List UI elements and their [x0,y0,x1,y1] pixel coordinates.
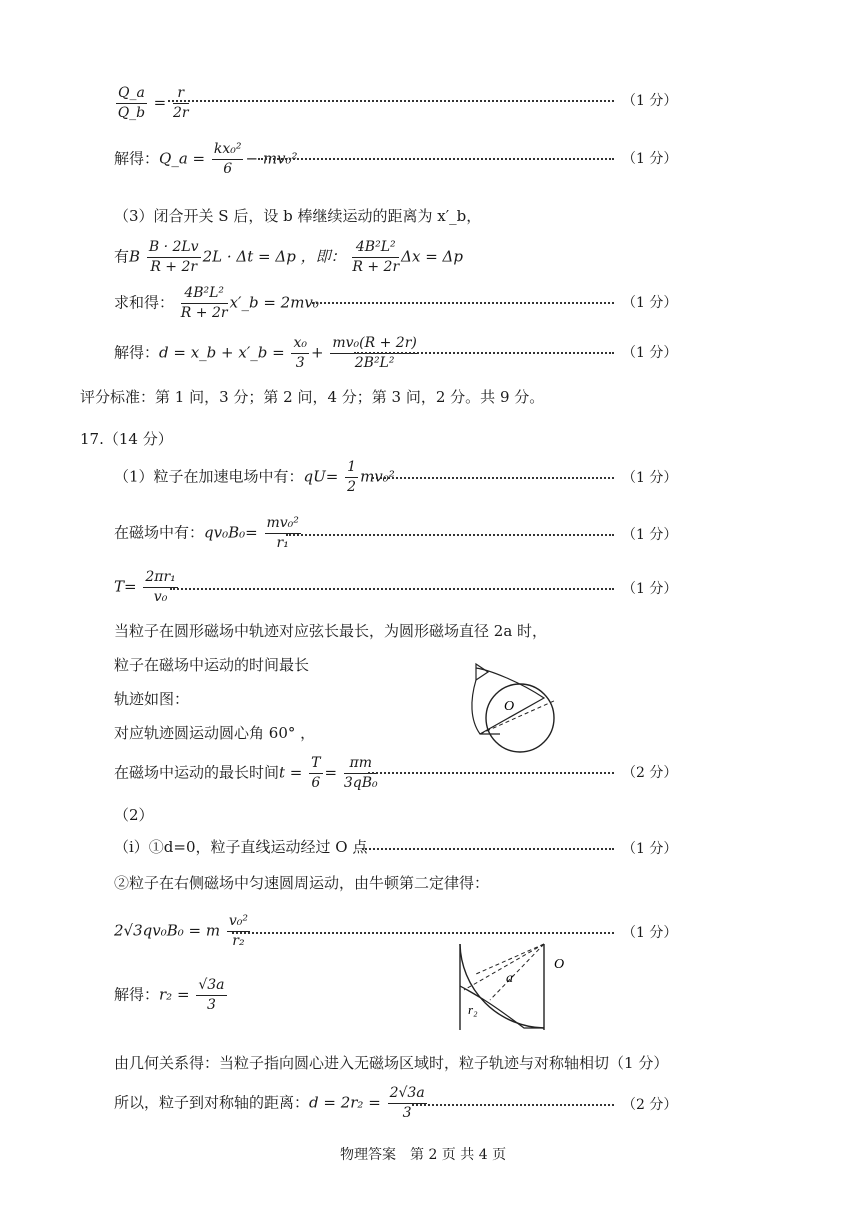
eq-heat-qa: 解得：Q_a = $\frac{\text{kx₀²}}{6}$ − mv₀² [114,141,298,177]
eq-radius-r2: 解得：r₂ = $\frac{√3a}{3}$ [114,977,225,1013]
text-case-i: （i）①d=0，粒子直线运动经过 O 点 [114,838,368,856]
fraction: $\frac{\text{v₀²}}{\text{r₂}}$ [228,913,249,949]
label-O: O [504,699,515,714]
dotted-leader [354,352,614,354]
dotted-leader [362,848,614,850]
fraction: $\frac{\text{2πr₁}}{\text{v₀}}$ [145,569,176,605]
text-geometry: 由几何关系得：当粒子指向圆心进入无磁场区域时，粒子轨迹与对称轴相切（1 分） [114,1054,669,1072]
text-part3-setup: （3）闭合开关 S 后，设 b 棒继续运动的距离为 x′_b， [114,207,482,225]
dotted-leader [368,772,614,774]
eq-newton: 2√3qv₀B₀ = m $\frac{\text{v₀²}}{\text{r₂}}$ [114,913,249,949]
text-longest-time: 粒子在磁场中运动的时间最长 [114,656,310,674]
fraction: $\frac{1}{2}$ [347,459,357,495]
score: （1 分） [622,470,678,486]
score: （1 分） [622,527,678,543]
grading-criteria: 评分标准：第 1 问，3 分；第 2 问，4 分；第 3 问，2 分。共 9 分。 [80,388,545,406]
eq-distance-axis: 所以，粒子到对称轴的距离：d = 2r₂ = $\frac{2√3a}{3}$ [114,1085,425,1121]
fraction: $\frac{T}{6}$ [311,755,321,791]
label-r2: r₂ [468,1002,478,1017]
eq-accel-field: （1）粒子在加速电场中有：qU= $\frac{1}{2}$ mv₀² [114,459,395,495]
field-circle [486,684,554,752]
trajectory-figure-1 [460,660,570,755]
score: （1 分） [622,93,678,109]
diameter-line [480,700,556,734]
fraction: $\frac{Q\_a}{Q\_b}$ [117,85,146,121]
score: （1 分） [622,581,678,597]
dotted-leader [232,932,614,934]
dotted-leader [170,588,614,590]
dotted-leader [372,477,614,479]
r2-line [460,986,484,1000]
text-longest-chord: 当粒子在圆形磁场中轨迹对应弦长最长，为圆形磁场直径 2a 时， [114,622,548,640]
score: （2 分） [622,1097,678,1113]
fraction: $\frac{\pi m}{\text{3qB₀}}$ [343,755,378,791]
fraction: $\frac{\text{mv₀²}}{\text{r₁}}$ [266,515,299,551]
fraction: $\frac{2√3a}{3}$ [389,1085,425,1121]
trajectory-path [472,680,500,734]
score: （1 分） [622,345,678,361]
score: （1 分） [622,925,678,941]
eq-charge-ratio: $\frac{Q\_a}{Q\_b}$ = $\frac{r}{2r}$ [117,85,189,121]
eq-sum: 求和得： $\frac{\text{4B²L²}}{R + 2r}$ x′_b = 2mv₀ [114,285,319,321]
eq-momentum-theorem: 有B $\frac{B \cdot 2Lv}{R + 2r}$ 2L · Δt = Δp ，即： $\frac{\text{4B²L²}}{R + 2r}$ Δx = Δp [114,239,463,275]
dotted-leader [258,158,614,160]
eq-magnetic-field: 在磁场中有：qv₀B₀= $\frac{\text{mv₀²}}{\text{r₁}}$ [114,515,299,551]
label-O: O [554,957,565,972]
fraction: $\frac{r}{2r}$ [172,85,189,121]
fraction: $\frac{\text{kx₀²}}{6}$ [213,141,242,177]
fraction: $\frac{\text{mv₀(R + 2r)}}{\text{2B²L²}}$ [332,335,417,371]
score: （1 分） [622,151,678,167]
eq-max-time: 在磁场中运动的最长时间t = $\frac{T}{6}$ = $\frac{\pi m}{\text{3qB₀}}$ [114,755,378,791]
question-heading: 17.（14 分） [80,430,173,448]
dotted-leader [312,302,614,304]
score: （2 分） [622,765,678,781]
fraction: $\frac{\text{4B²L²}}{R + 2r}$ [180,285,228,321]
fraction: $\frac{\text{x₀}}{3}$ [293,335,307,371]
trajectory-figure-2 [450,938,580,1038]
fraction: $\frac{√3a}{3}$ [198,977,225,1013]
text-trajectory: 轨迹如图： [114,690,190,708]
score: （1 分） [622,841,678,857]
dotted-leader [412,1104,614,1106]
fraction: $\frac{B \cdot 2Lv}{R + 2r}$ [148,239,199,275]
dotted-leader [286,534,614,536]
eq-distance-d: 解得：d = x_b + x′_b = $\frac{\text{x₀}}{3}$ + $\frac{\text{mv₀(R + 2r)}}{\text{2B²L²}}$ [114,335,417,371]
score: （1 分） [622,295,678,311]
label-a: a [506,971,513,986]
page-footer: 物理答案 第 2 页 共 4 页 [340,1147,507,1163]
eq-period: T= $\frac{\text{2πr₁}}{\text{v₀}}$ [114,569,176,605]
text-central-angle: 对应轨迹圆运动圆心角 60° ， [114,724,316,742]
text-part2: （2） [114,806,154,824]
source-triangle [476,664,488,680]
text-newton-law: ②粒子在右侧磁场中匀速圆周运动，由牛顿第二定律得： [114,874,490,892]
radius-line [490,944,544,1000]
radius-line [476,944,544,974]
radius-line [464,944,544,990]
dotted-leader [168,100,614,102]
fraction: $\frac{\text{4B²L²}}{R + 2r}$ [352,239,400,275]
